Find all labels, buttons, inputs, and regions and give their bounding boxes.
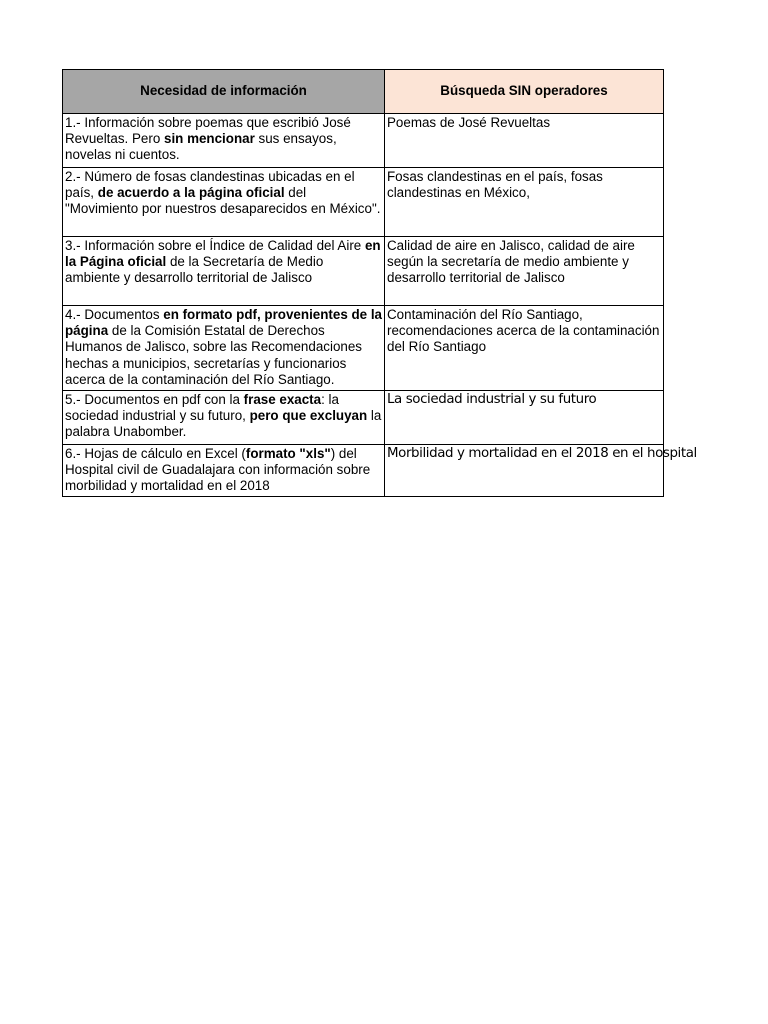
need-text-segment-bold: de acuerdo a la página oficial — [97, 185, 285, 201]
need-text-segment: 4.- Documentos — [65, 307, 164, 322]
need-text-segment: : la sociedad industrial y su futuro, — [65, 392, 339, 424]
search-cell[interactable]: La sociedad industrial y su futuro — [385, 391, 664, 445]
search-cell[interactable]: Calidad de aire en Jalisco, calidad de aire según la secretaría de medio ambiente y desarrollo territorial de Jalisco — [385, 237, 664, 306]
need-text-segment-bold: sin mencionar — [164, 131, 255, 147]
search-cell[interactable]: Fosas clandestinas en el país, fosas clandestinas en México, — [385, 168, 664, 237]
need-text-segment: 2.- Número de fosas clandestinas ubicadas en el país, — [65, 169, 355, 201]
search-cell[interactable]: Contaminación del Río Santiago, recomendaciones acerca de la contaminación del Río Santiago — [385, 306, 664, 391]
need-text-segment-bold: pero que excluyan — [249, 408, 368, 424]
search-cell[interactable]: Poemas de José Revueltas — [385, 114, 664, 168]
table-row — [63, 168, 664, 237]
need-text-segment-bold: en la Página oficial — [65, 238, 381, 270]
need-text-segment: 3.- Información sobre el Índice de Calidad del Aire — [65, 238, 365, 253]
need-text-segment-bold: frase exacta — [243, 392, 322, 407]
need-text-segment: sus ensayos, novelas ni cuentos. — [65, 131, 337, 163]
need-text-segment: del "Movimiento por nuestros desaparecidos en México". — [65, 185, 381, 217]
need-text-segment: ) del Hospital civil de Guadalajara con información sobre morbilidad y mortalidad en el 2018 — [65, 446, 371, 494]
need-text-segment-bold: formato "xls" — [245, 446, 331, 461]
header-row — [63, 70, 664, 114]
need-text-segment: 6.- Hojas de cálculo en Excel ( — [65, 446, 246, 461]
need-text-segment-bold: en formato pdf, provenientes de la página — [65, 307, 382, 339]
need-cell[interactable] — [63, 445, 385, 497]
need-text-segment: la palabra Unabomber. — [65, 408, 382, 440]
table-row — [63, 445, 664, 497]
table-row — [63, 237, 664, 306]
need-cell[interactable] — [63, 306, 385, 391]
search-cell[interactable]: Morbilidad y mortalidad en el 2018 en el hospital — [385, 445, 664, 497]
need-text-segment: 5.- Documentos en pdf con la — [65, 392, 244, 407]
table-row — [63, 391, 664, 445]
need-cell[interactable] — [63, 391, 385, 445]
table-row — [63, 306, 664, 391]
header-search-cell[interactable]: Búsqueda SIN operadores — [385, 70, 664, 114]
need-cell[interactable] — [63, 237, 385, 306]
info-needs-table — [62, 69, 697, 497]
need-cell[interactable] — [63, 168, 385, 237]
need-text-segment: de la Comisión Estatal de Derechos Humanos de Jalisco, sobre las Recomendaciones hechas a municipios, secretarías y funcionarios acerca de la contaminación del Río Santiago. — [65, 323, 362, 387]
need-text-segment: 1.- Información sobre poemas que escribió José Revueltas. Pero — [65, 115, 351, 147]
need-cell[interactable] — [63, 114, 385, 168]
header-need-cell[interactable]: Necesidad de información — [63, 70, 385, 114]
table-row — [63, 114, 664, 168]
need-text-segment: de la Secretaría de Medio ambiente y desarrollo territorial de Jalisco — [65, 254, 324, 286]
